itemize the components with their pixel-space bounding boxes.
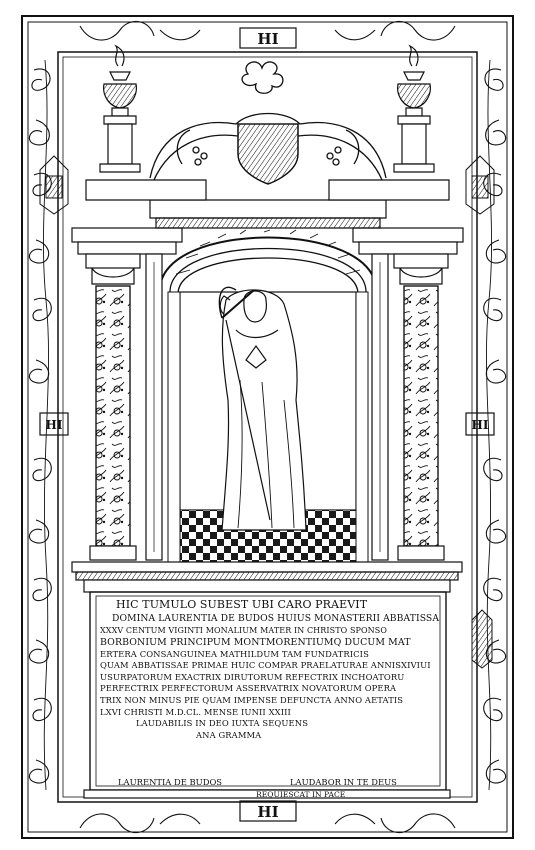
epitaph-line-7: USURPATORUM EXACTRIX DIRUTORUM REFECTRIX INCHOATORU bbox=[100, 671, 405, 682]
epitaph-text bbox=[100, 598, 440, 741]
closing-line: REQUIESCAT IN PACE bbox=[256, 790, 346, 799]
epitaph-line-1: HIC TUMULO SUBEST UBI CARO PRAEVIT bbox=[116, 598, 368, 611]
epitaph-line-3: XXXV CENTUM VIGINTI MONALIUM MATER IN CHRISTO SPONSO bbox=[100, 626, 388, 635]
pediment-crest bbox=[150, 62, 386, 190]
anagram-result: LAUDABOR IN TE DEUS bbox=[290, 777, 397, 787]
epitaph-line-2: DOMINA LAURENTIA DE BUDOS HUIUS MONASTERII ABBATISSA bbox=[112, 613, 440, 624]
monogram-top: HI bbox=[257, 30, 279, 48]
epitaph-line-11: LAUDABILIS IN DEO IUXTA SEQUENS bbox=[136, 718, 309, 729]
anagram-source: LAURENTIA DE BUDOS bbox=[118, 777, 223, 787]
epitaph-line-10: LXVI CHRISTI M.D.CL. MENSE IUNII XXIII bbox=[100, 706, 291, 717]
epitaph-line-6: QUAM ABBATISSAE PRIMAE HUIC COMPAR PRAELATURAE ANNISXIVIUI bbox=[100, 660, 431, 671]
epitaph-line-5: ERTERA CONSANGUINEA MATHILDUM TAM FUNDATRICIS bbox=[100, 648, 369, 659]
monogram-right: HI bbox=[471, 418, 489, 432]
epitaph-line-4: BORBONIUM PRINCIPUM MONTMORENTIUMQ DUCUM MAT bbox=[100, 636, 411, 648]
epitaph-line-9: TRIX NON MINUS PIE QUAM IMPENSE DEFUNCTA ANNO AETATIS bbox=[100, 694, 404, 705]
base-cornice bbox=[72, 562, 462, 592]
monogram-left: HI bbox=[45, 418, 63, 432]
monogram-bottom: HI bbox=[257, 803, 279, 821]
entablature bbox=[72, 180, 463, 254]
anagram-heading: ANA GRAMMA bbox=[196, 729, 262, 740]
central-arch bbox=[160, 230, 376, 294]
epitaph-line-8: PERFECTRIX PERFECTORUM ASSERVATRIX NOVATORUM OPERA bbox=[100, 683, 397, 694]
